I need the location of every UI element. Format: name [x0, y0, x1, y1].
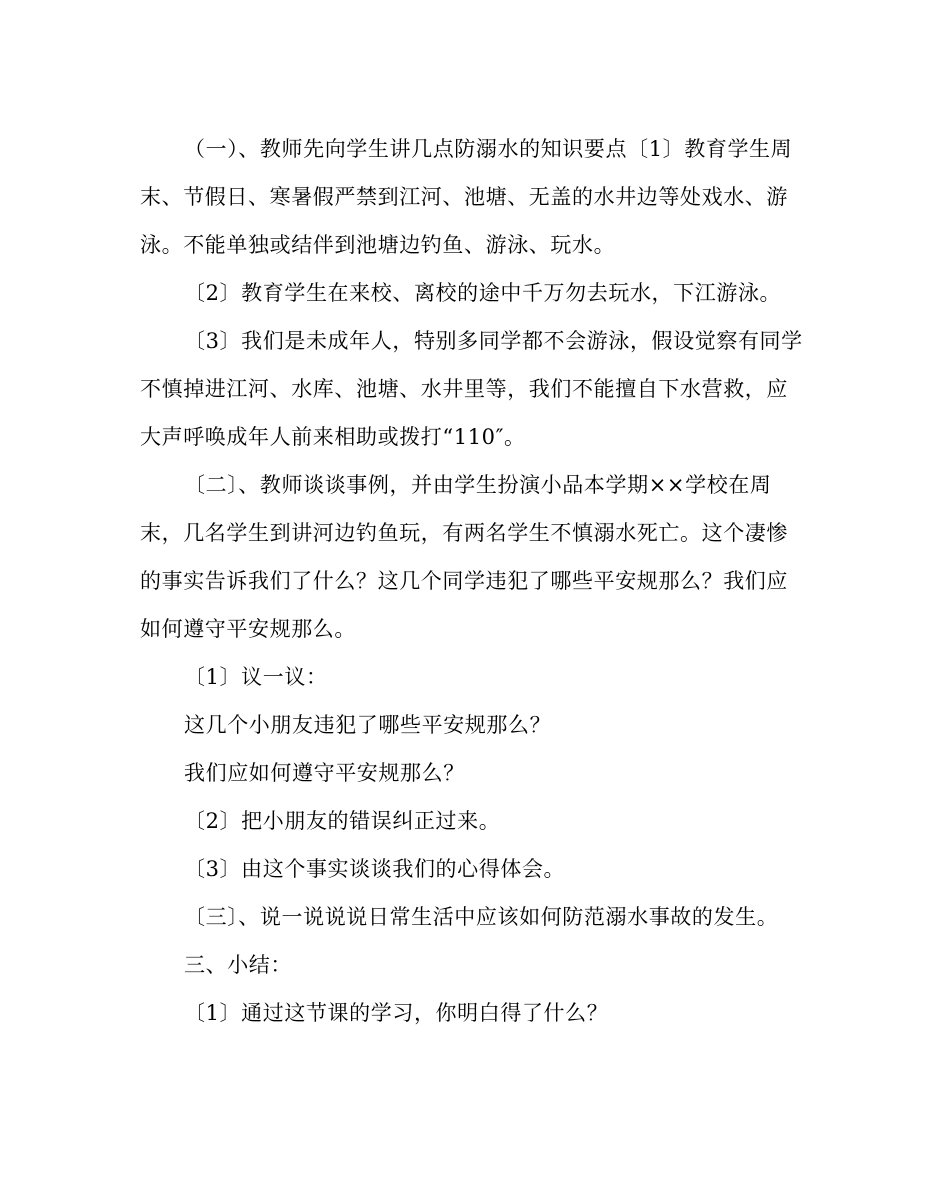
text-line: 末，几名学生到讲河边钓鱼玩，有两名学生不慎溺水死亡。这个凄惨 [140, 521, 788, 545]
text-line: 末、节假日、寒暑假严禁到江河、池塘、无盖的水井边等处戏水、游 [140, 185, 788, 209]
text-line: 〔3〕我们是未成年人，特别多同学都不会游泳，假设觉察有同学 [184, 329, 803, 353]
text-line: 〔1〕通过这节课的学习，你明白得了什么？ [184, 1001, 609, 1025]
text-line: 〔2〕教育学生在来校、离校的途中千万勿去玩水，下江游泳。 [184, 281, 782, 305]
paragraph-prevention [140, 893, 812, 941]
paragraph-discuss [140, 653, 812, 701]
text-line: 〔3〕由这个事实谈谈我们的心得体会。 [184, 857, 566, 881]
paragraph-case-example [140, 461, 812, 653]
text-line: 〔二〕、教师谈谈事例，并由学生扮演小品本学期××学校在周 [184, 473, 772, 497]
paragraph-reflections [140, 845, 812, 893]
text-line: 的事实告诉我们了什么？这几个同学违犯了哪些平安规那么？我们应 [140, 569, 788, 593]
text-line: 这几个小朋友违犯了哪些平安规那么？ [184, 713, 552, 737]
document-body [140, 125, 812, 1037]
text-line: 三、小结： [184, 953, 292, 977]
section-heading-summary [140, 941, 812, 989]
text-line: 〔1〕议一议： [184, 665, 328, 689]
text-line: 如何遵守平安规那么。 [140, 617, 356, 641]
paragraph-commute-safety [140, 269, 812, 317]
paragraph-question-compliance [140, 749, 812, 797]
text-line: 不慎掉进江河、水库、池塘、水井里等，我们不能擅自下水营救，应 [140, 377, 788, 401]
paragraph-question-violations [140, 701, 812, 749]
text-line: 大声呼唤成年人前来相助或拨打“110″。 [140, 425, 526, 449]
text-line: 泳。不能单独或结伴到池塘边钓鱼、游泳、玩水。 [140, 233, 616, 257]
text-line: （一）、教师先向学生讲几点防溺水的知识要点〔1〕教育学生周 [184, 137, 793, 161]
paragraph-correct-mistakes [140, 797, 812, 845]
text-line: 〔三〕、说一说说说日常生活中应该如何防范溺水事故的发生。 [184, 905, 779, 929]
text-line: 我们应如何遵守平安规那么？ [184, 761, 465, 785]
paragraph-summary-question [140, 989, 812, 1037]
paragraph-safety-knowledge [140, 125, 812, 269]
text-line: 〔2〕把小朋友的错误纠正过来。 [184, 809, 501, 833]
paragraph-rescue-advice [140, 317, 812, 461]
